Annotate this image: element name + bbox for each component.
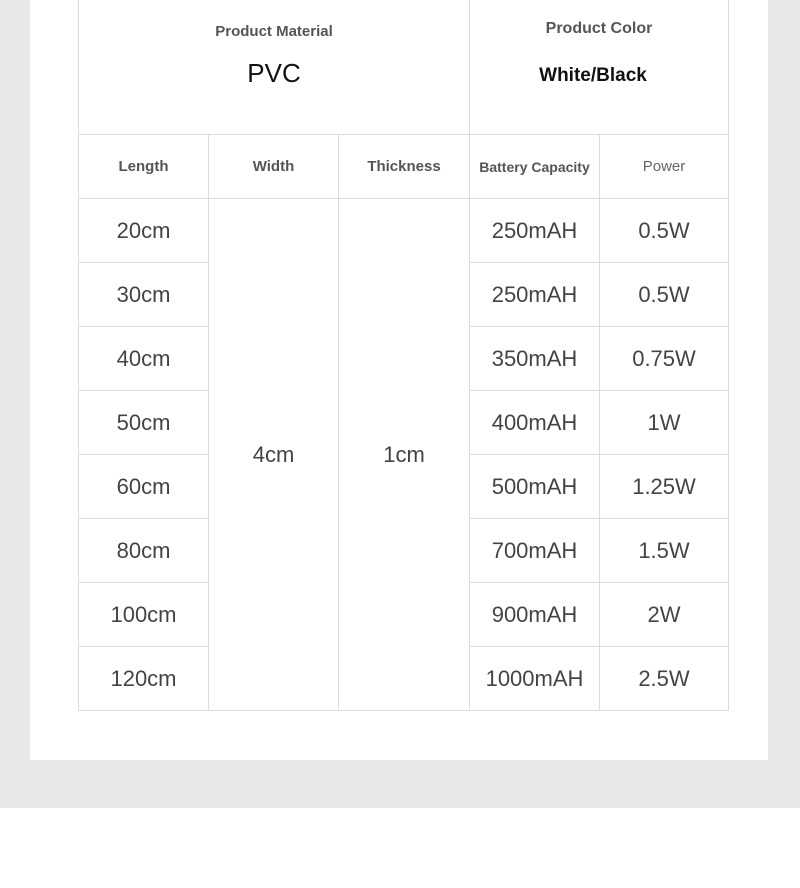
length-cell: 60cm	[79, 455, 209, 519]
battery-cell: 350mAH	[470, 327, 600, 391]
width-cell: 4cm	[209, 199, 339, 711]
material-cell	[79, 0, 470, 135]
table-row	[79, 199, 729, 263]
power-cell: 0.5W	[600, 263, 729, 327]
length-cell: 20cm	[79, 199, 209, 263]
power-cell: 0.5W	[600, 199, 729, 263]
power-cell: 1.25W	[600, 455, 729, 519]
header-row	[79, 135, 729, 199]
spec-table	[78, 0, 729, 711]
thickness-cell: 1cm	[339, 199, 470, 711]
length-cell: 120cm	[79, 647, 209, 711]
length-cell: 80cm	[79, 519, 209, 583]
power-cell: 1W	[600, 391, 729, 455]
power-cell: 2W	[600, 583, 729, 647]
power-cell: 0.75W	[600, 327, 729, 391]
header-power: Power	[600, 135, 729, 199]
material-label: Product Material	[215, 23, 333, 40]
length-cell: 40cm	[79, 327, 209, 391]
color-label: Product Color	[545, 20, 653, 37]
battery-cell: 900mAH	[470, 583, 600, 647]
length-cell: 100cm	[79, 583, 209, 647]
battery-cell: 250mAH	[470, 199, 600, 263]
battery-cell: 500mAH	[470, 455, 600, 519]
length-cell: 30cm	[79, 263, 209, 327]
length-cell: 50cm	[79, 391, 209, 455]
material-value: PVC	[247, 58, 301, 88]
header-thickness: Thickness	[339, 135, 470, 199]
power-cell: 2.5W	[600, 647, 729, 711]
header-length: Length	[79, 135, 209, 199]
battery-cell: 1000mAH	[470, 647, 600, 711]
battery-cell: 700mAH	[470, 519, 600, 583]
color-value: White/Black	[539, 65, 647, 86]
battery-cell: 250mAH	[470, 263, 600, 327]
material-color-row	[79, 0, 729, 135]
power-cell: 1.5W	[600, 519, 729, 583]
battery-cell: 400mAH	[470, 391, 600, 455]
header-width: Width	[209, 135, 339, 199]
header-battery: Battery Capacity	[470, 135, 600, 199]
color-cell	[470, 0, 729, 135]
